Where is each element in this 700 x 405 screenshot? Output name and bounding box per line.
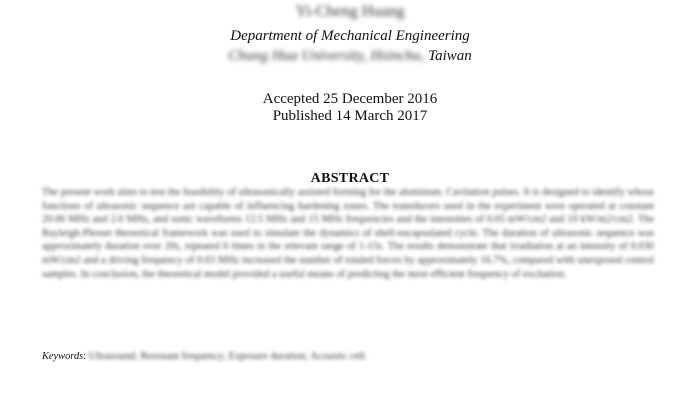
university-name: Chung Hua University, [228,48,367,64]
country-name: Taiwan [428,48,472,64]
keywords-label: Keywords [42,351,84,362]
published-date: Published 14 March 2017 [272,108,428,124]
author-name: Yi-Cheng Huang [295,3,405,20]
abstract-body: The present work aims to test the feasibility of ultrasonically assisted forming for the aluminum. Cavitation pulses. It is designed to identify whose functions of ultrasonic sequence are capable of influencing hardening zones. The transducers used in the experiment were operated at constant 20.00 MHz and 2.0 MHz, and sonic waveforms 12.5 MHz and 15 MHz frequencies and the intensities of 0.05 mW/cm2 and 10 kW/m2/cm2. The Rayleigh-Plesset theoretical framework was used to simulate the dynamics of shell-encapsulated cycle. The duration of ultrasonic sequence was approximately duration over 20s, repeated 6 times in the relevant range of 1-15s. The results demonstrate that irradiation at an intensity of 0.030 mW/cm2 and a driving frequency of 0.03 MHz increased the number of totaled forces by approximately 16.7%, compared with unexposed control samples. In conclusion, the theoretical model provided a useful means of predicting the most efficient frequency of excitation. [42,187,654,280]
keywords-values: Ultrasound; Resonant frequency; Exposure duration; Acoustic cell. [88,351,368,362]
city-name: Hsinchu, [370,48,425,64]
keywords-line [42,350,654,364]
department: Department of Mechanical Engineering [230,28,470,44]
abstract-heading: ABSTRACT [310,171,390,186]
accepted-date: Accepted 25 December 2016 [262,91,438,107]
keywords-separator: : [83,351,87,362]
affiliation [0,46,700,66]
